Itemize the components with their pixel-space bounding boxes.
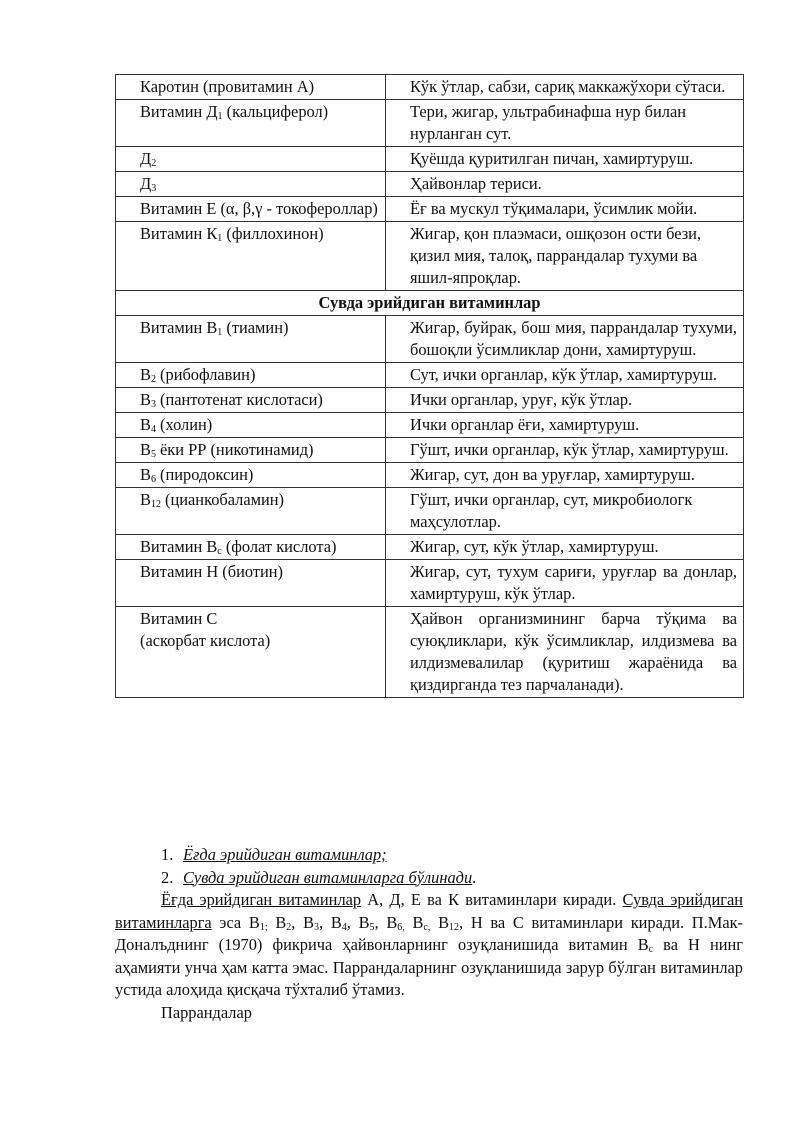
table-row xyxy=(116,535,744,560)
vitamin-source-cell: Жигар, сут, тухум сариғи, уруғлар ва донлар, хамиртуруш, кўк ўтлар. xyxy=(386,560,744,607)
vitamin-source-cell: Ҳайвонлар териси. xyxy=(386,172,744,197)
list-number: 2. xyxy=(161,867,174,887)
vitamin-source-cell: Жигар, сут, дон ва уруғлар, хамиртуруш. xyxy=(386,463,744,488)
table-row xyxy=(116,316,744,363)
vitamin-table-body xyxy=(116,75,744,698)
table-row xyxy=(116,438,744,463)
vitamin-table xyxy=(115,74,744,698)
table-row xyxy=(116,560,744,607)
table-row xyxy=(116,363,744,388)
vitamin-name-cell: Витамин $К_1$ (филлохинон) xyxy=(116,222,386,291)
table-row xyxy=(116,100,744,147)
list-number: 1. xyxy=(161,845,174,864)
list-item-1 xyxy=(115,844,743,867)
list-text: Сувда эрийдиган витаминларга бўлинади xyxy=(183,867,473,887)
table-row xyxy=(116,413,744,438)
vitamin-source-cell: Жигар, қон плаэмаси, ошқозон ости бези, қизил мия, талоқ, паррандалар тухуми ва яшил-япроқлар. xyxy=(386,222,744,291)
vitamin-name-cell: Витамин $В_с$ (фолат кислота) xyxy=(116,535,386,560)
paragraph: Ёғда эрийдиган витаминлар А, Д, Е ва К витаминлари киради. Сувда эрийдиган витаминларга эса $В_{1;}$ $В_2$, $В_3$, $В_4$, $В_5$, $В_{6,}$ $В_{с,}$ $В_{12}$, Н ва С витаминлари киради. П.Мак-Доналъднинг (1970) фикрича ҳайвонларнинг озуқланишида витамин $В_с$ ва Н нинг аҳамияти унча ҳам катта эмас. Паррандаларнинг озуқланишида зарур бўлган витаминлар устида алоҳида қисқача тўхталиб ўтамиз. xyxy=(115,890,744,999)
vitamin-source-cell: Жигар, буйрак, бош мия, паррандалар тухуми, бошоқли ўсимликлар дони, хамиртуруш. xyxy=(386,316,744,363)
vitamin-name-cell: $В_6$ (пиродоксин) xyxy=(116,463,386,488)
list-text: Ёғда эрийдиган витаминлар; xyxy=(183,845,387,864)
vitamin-source-cell: Сут, ички органлар, кўк ўтлар, хамиртуруш. xyxy=(386,363,744,388)
table-row xyxy=(116,222,744,291)
vitamin-source-cell: Тери, жигар, ультрабинафша нур билан нурланган сут. xyxy=(386,100,744,147)
vitamin-name-cell: $В_4$ (холин) xyxy=(116,413,386,438)
vitamin-name-cell: Витамин Е (α, β,γ - токофероллар) xyxy=(116,197,386,222)
section-title: Сувда эрийдиган витаминлар xyxy=(116,291,744,316)
vitamin-source-cell: Ёғ ва мускул тўқималари, ўсимлик мойи. xyxy=(386,197,744,222)
section-header-row xyxy=(116,291,744,316)
vitamin-name-cell: $В_{12}$ (цианкобаламин) xyxy=(116,488,386,535)
vitamin-source-cell: Ҳайвон организмининг барча тўқима ва суюқликлари, кўк ўсимликлар, илдизмева ва илдизмевалилар (қуритиш жараёнида ва қиздирганда тез парчаланади). xyxy=(386,607,744,698)
table-row xyxy=(116,197,744,222)
vitamin-name-cell: Витамин Н (биотин) xyxy=(116,560,386,607)
table-row xyxy=(116,172,744,197)
trailing-line: Паррандалар xyxy=(161,1002,252,1022)
vitamin-source-cell: Кўк ўтлар, сабзи, сариқ маккажўхори сўтаси. xyxy=(386,75,744,100)
table-row xyxy=(116,388,744,413)
vitamin-source-cell: Жигар, сут, кўк ўтлар, хамиртуруш. xyxy=(386,535,744,560)
vitamin-name-cell: $В_3$ (пантотенат кислотаси) xyxy=(116,388,386,413)
vitamin-name-cell: Каротин (провитамин А) xyxy=(116,75,386,100)
vitamin-name-cell: $В_2$ (рибофлавин) xyxy=(116,363,386,388)
table-row xyxy=(116,75,744,100)
vitamin-name-cell: $В_5$ ёки РР (никотинамид) xyxy=(116,438,386,463)
table-row xyxy=(116,488,744,535)
vitamin-source-cell: Гўшт, ички органлар, сут, микробиологк маҳсулотлар. xyxy=(386,488,744,535)
vitamin-name-cell: Витамин С (аскорбат кислота) xyxy=(116,607,386,698)
table-row xyxy=(116,607,744,698)
table-row xyxy=(116,463,744,488)
vitamin-name-cell: $Д_3$ xyxy=(116,172,386,197)
vitamin-name-cell: Витамин $В_1$ (тиамин) xyxy=(116,316,386,363)
vitamin-name-cell: $Д_2$ xyxy=(116,147,386,172)
vitamin-source-cell: Гўшт, ички органлар, кўк ўтлар, хамиртуруш. xyxy=(386,438,744,463)
vitamin-name-cell: Витамин $Д_1$ (кальциферол) xyxy=(116,100,386,147)
table-row xyxy=(116,147,744,172)
body-text xyxy=(115,844,743,1024)
vitamin-source-cell: Қуёшда қуритилган пичан, хамиртуруш. xyxy=(386,147,744,172)
list-item-2: 2. Сувда эрийдиган витаминларга бўлинади. xyxy=(115,867,743,890)
vitamin-source-cell: Ички органлар ёғи, хамиртуруш. xyxy=(386,413,744,438)
vitamin-source-cell: Ички органлар, уруғ, кўк ўтлар. xyxy=(386,388,744,413)
